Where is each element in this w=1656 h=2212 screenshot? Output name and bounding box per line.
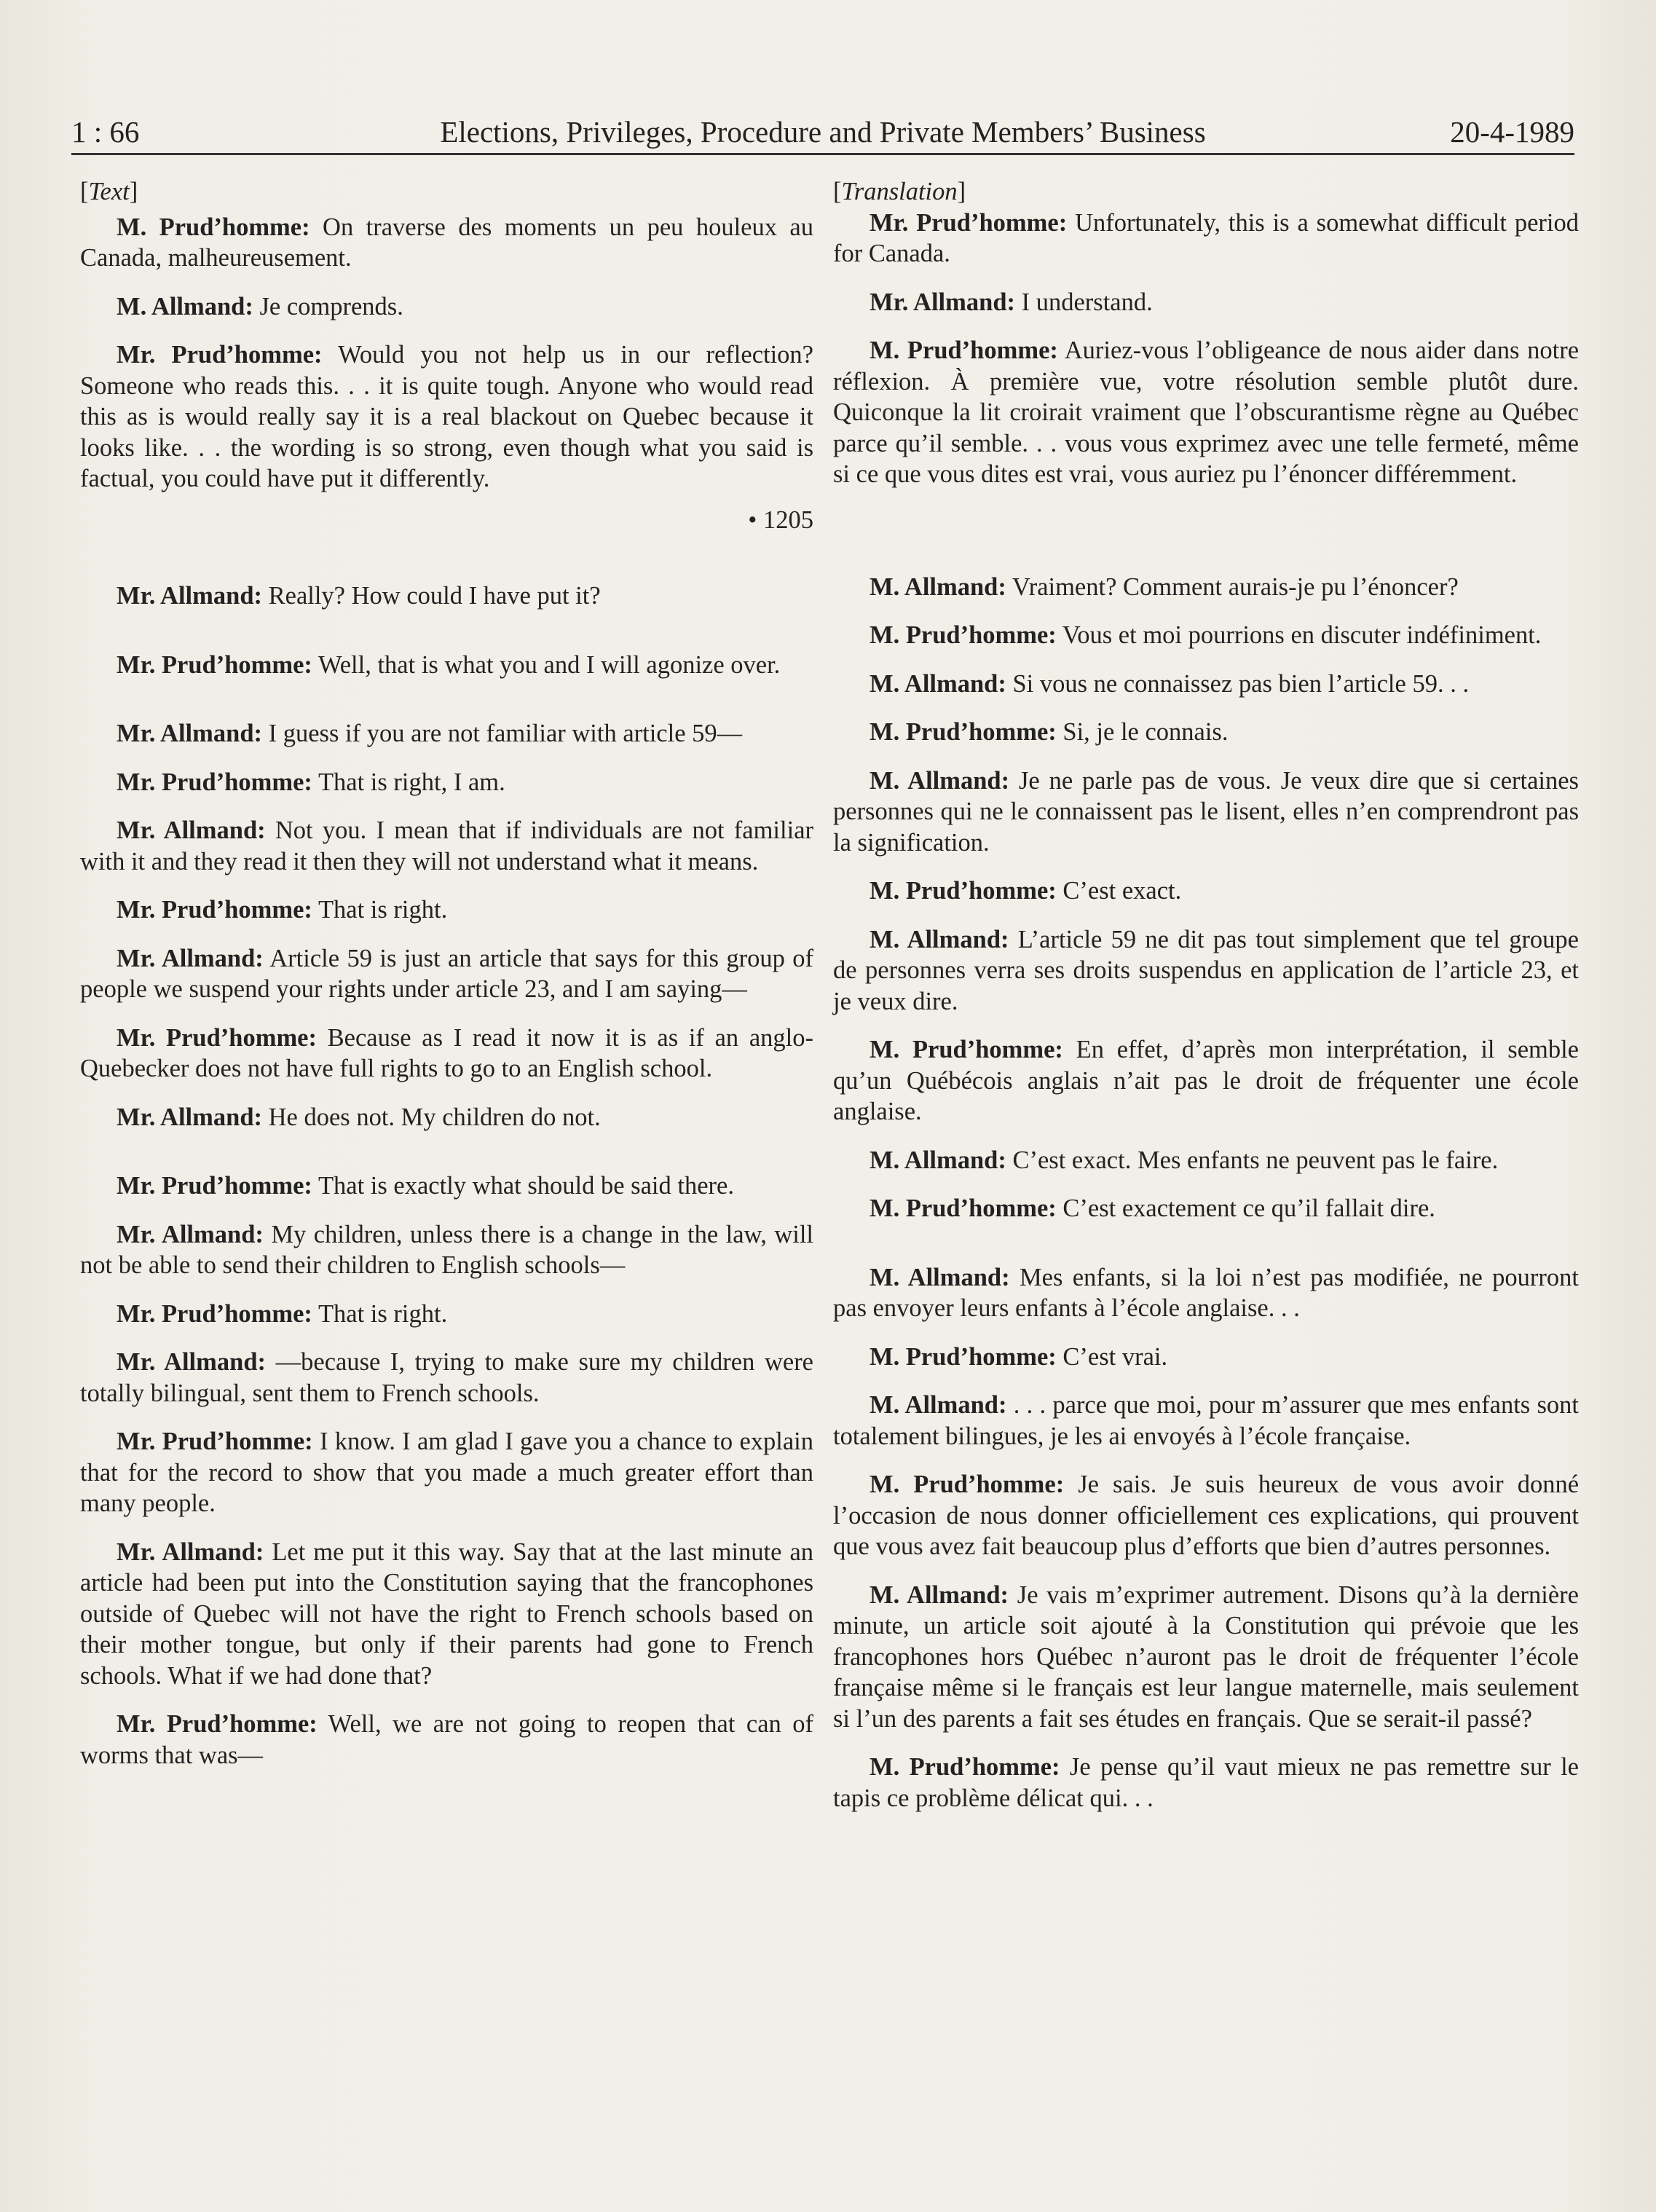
speaker-name: Mr. Prud’homme: [117, 768, 312, 796]
speaker-name: M. Allmand: [870, 669, 1006, 698]
speaker-name: M. Prud’homme: [870, 621, 1057, 649]
speech-paragraph: M. Prud’homme: Je sais. Je suis heureux de vous avoir donné l’occasion de nous donner officiellement ces explications, qui prouvent que vous avez fait beaucoup plus d’efforts que bien d’autres personnes. [833, 1471, 1580, 1560]
speaker-name: Mr. Allmand: [117, 1538, 264, 1566]
speech-paragraph: Mr. Prud’homme: I know. I am glad I gave you a chance to explain that for the record to show that you made a much greater effort than many people. [80, 1428, 813, 1517]
speech-paragraph: M. Allmand: . . . parce que moi, pour m’assurer que mes enfants sont totalement bilingues, je les ai envoyés à l’école française. [833, 1391, 1579, 1450]
speaker-name: M. Prud’homme: [870, 1342, 1057, 1371]
speaker-name: Mr. Allmand: [117, 1103, 262, 1131]
speaker-name: M. Prud’homme: [117, 213, 310, 241]
speech-paragraph: Mr. Allmand: Article 59 is just an article that says for this group of people we suspend your rights under article 23, and I am saying— [80, 944, 814, 1003]
speech-paragraph: M. Allmand: L’article 59 ne dit pas tout simplement que tel groupe de personnes verra ses droits suspendus en application de l’article 23, et je veux dire. [833, 925, 1579, 1015]
page-header [71, 114, 1574, 150]
speaker-name: M. Allmand: [117, 292, 253, 320]
speech-paragraph: Mr. Prud’homme: Well, that is what you and I will agonize over. [117, 650, 781, 679]
speaker-name: Mr. Allmand: [117, 720, 262, 747]
speech-paragraph: Mr. Allmand: My children, unless there is a change in the law, will not be able to send their children to English schools— [80, 1220, 813, 1279]
left-column [80, 176, 813, 1788]
speaker-name: M. Allmand: [870, 1146, 1006, 1174]
speaker-name: M. Prud’homme: [870, 877, 1057, 905]
speech-paragraph: M. Prud’homme: Je pense qu’il vaut mieux ne pas remettre sur le tapis ce problème délicat qui. . . [833, 1753, 1579, 1812]
speaker-name: Mr. Prud’homme: [117, 1172, 312, 1200]
speaker-name: Mr. Prud’homme: [117, 1023, 317, 1052]
speech-paragraph: M. Allmand: Mes enfants, si la loi n’est pas modifiée, ne pourront pas envoyer leurs enfants à l’école anglaise. . . [833, 1263, 1579, 1322]
speaker-name: M. Prud’homme: [870, 1036, 1063, 1063]
speaker-name: M. Prud’homme: [870, 1753, 1060, 1781]
speech-paragraph: Mr. Allmand: —because I, trying to make sure my children were totally bilingual, sent them to French schools. [80, 1348, 813, 1407]
speaker-name: Mr. Allmand: [117, 944, 264, 972]
speaker-name: Mr. Prud’homme: [117, 1710, 318, 1738]
speech-paragraph: Mr. Allmand: Not you. I mean that if individuals are not familiar with it and they read it then they will not understand what it means. [80, 816, 813, 875]
speech-paragraph: Mr. Prud’homme: That is exactly what should be said there. [117, 1172, 734, 1200]
speaker-name: M. Prud’homme: [870, 336, 1058, 364]
speech-paragraph: M. Prud’homme: Si, je le connais. [870, 718, 1229, 746]
speaker-name: M. Allmand: [870, 766, 1010, 795]
speaker-name: M. Prud’homme: [870, 1194, 1057, 1222]
speech-paragraph: Mr. Allmand: He does not. My children do not. [117, 1103, 601, 1131]
speaker-name: Mr. Prud’homme: [117, 1299, 312, 1328]
speech-paragraph: Mr. Prud’homme: That is right. [117, 1299, 448, 1328]
speaker-name: Mr. Allmand: [117, 1348, 266, 1376]
speech-paragraph: Mr. Allmand: Really? How could I have put it? [117, 582, 601, 610]
speaker-name: M. Allmand: [870, 572, 1006, 601]
speech-paragraph: M. Prud’homme: C’est vrai. [870, 1342, 1168, 1371]
speaker-name: Mr. Allmand: [117, 1220, 264, 1248]
speaker-name: M. Allmand: [870, 1391, 1007, 1419]
speaker-name: M. Allmand: [870, 925, 1009, 953]
speech-paragraph: M. Prud’homme: C’est exactement ce qu’il fallait dire. [870, 1194, 1435, 1222]
page-number: 1 : 66 [71, 115, 140, 149]
speaker-name: Mr. Prud’homme: [117, 1428, 313, 1455]
speaker-name: Mr. Prud’homme: [870, 208, 1068, 237]
speech-paragraph: Mr. Prud’homme: That is right. [117, 896, 448, 924]
speaker-name: Mr. Prud’homme: [117, 341, 323, 369]
speech-paragraph: Mr. Prud’homme: That is right, I am. [117, 768, 505, 796]
speaker-name: Mr. Allmand: [117, 816, 266, 844]
speech-paragraph: Mr. Allmand: I understand. [870, 288, 1153, 316]
speech-paragraph: Mr. Prud’homme: Because as I read it now it is as if an anglo-Quebecker does not have full rights to go to an English school. [80, 1023, 813, 1082]
column-label: [Text] [80, 178, 138, 205]
speech-paragraph: Mr. Allmand: Let me put it this way. Say that at the last minute an article had been put into the Constitution saying that the francophones outside of Quebec will not have the right to French schools based on their mother tongue, but only if their parents had gone to French schools. What if we had done that? [80, 1538, 814, 1690]
header-rule [71, 153, 1574, 155]
speech-paragraph: M. Allmand: Si vous ne connaissez pas bien l’article 59. . . [870, 669, 1470, 698]
speaker-name: Mr. Prud’homme: [117, 650, 312, 679]
column-label: [Translation] [833, 178, 966, 205]
page-date: 20-4-1989 [1450, 115, 1574, 149]
time-marker: • 1205 [748, 505, 813, 534]
right-column [833, 176, 1579, 1831]
page-title: Elections, Privileges, Procedure and Private Members’ Business [440, 115, 1206, 149]
speech-paragraph: M. Prud’homme: Auriez-vous l’obligeance de nous aider dans notre réflexion. À première vue, votre résolution semble plutôt dure. Quiconque la lit croirait vraiment que l’obscurantisme règne au Québec parce qu’il semble. . . vous vous exprimez avec une telle fermeté, même si ce que vous dites est vrai, vous auriez pu l’énoncer différemment. [833, 336, 1580, 488]
speech-paragraph: M. Prud’homme: Vous et moi pourrions en discuter indéfiniment. [870, 621, 1542, 649]
speaker-name: M. Allmand: [870, 1581, 1009, 1609]
speech-paragraph: M. Allmand: Vraiment? Comment aurais-je pu l’énoncer? [870, 572, 1459, 601]
speech-paragraph: Mr. Prud’homme: Well, we are not going to reopen that can of worms that was— [80, 1710, 813, 1769]
speaker-name: Mr. Prud’homme: [117, 896, 312, 924]
speaker-name: M. Prud’homme: [870, 718, 1057, 746]
speech-paragraph: M. Prud’homme: En effet, d’après mon interprétation, il semble qu’un Québécois anglais n’ait pas le droit de fréquenter une école anglaise. [833, 1036, 1579, 1125]
speech-paragraph: M. Allmand: Je ne parle pas de vous. Je veux dire que si certaines personnes qui ne le connaissent pas le lisent, elles n’en comprendront pas la signification. [833, 766, 1579, 857]
speaker-name: Mr. Allmand: [117, 582, 262, 610]
speech-paragraph: M. Prud’homme: C’est exact. [870, 877, 1182, 905]
speaker-name: M. Allmand: [870, 1263, 1010, 1291]
speech-paragraph: M. Prud’homme: On traverse des moments un peu houleux au Canada, malheureusement. [80, 213, 813, 272]
speech-paragraph: Mr. Prud’homme: Would you not help us in our reflection? Someone who reads this. . . it is quite tough. Anyone who would read this as is would really say it is a real blackout on Quebec because it looks like. . . the wording is so strong, even though what you said is factual, you could have put it differently. [80, 341, 813, 492]
speech-paragraph: M. Allmand: C’est exact. Mes enfants ne peuvent pas le faire. [870, 1146, 1499, 1174]
speaker-name: M. Prud’homme: [870, 1471, 1065, 1498]
speech-paragraph: M. Allmand: Je vais m’exprimer autrement. Disons qu’à la dernière minute, un article soit ajouté à la Constitution qui prévoie que les francophones hors Québec n’auront pas le droit de fréquenter l’école française même si le français est leur langue maternelle, mais seulement si l’un des parents a fait ses études en français. Que se serait-il passé? [833, 1581, 1579, 1733]
speech-paragraph: Mr. Allmand: I guess if you are not familiar with article 59— [117, 720, 743, 747]
speaker-name: Mr. Allmand: [870, 288, 1015, 316]
speech-paragraph: M. Allmand: Je comprends. [117, 292, 403, 320]
speech-paragraph: Mr. Prud’homme: Unfortunately, this is a somewhat difficult period for Canada. [833, 208, 1579, 267]
